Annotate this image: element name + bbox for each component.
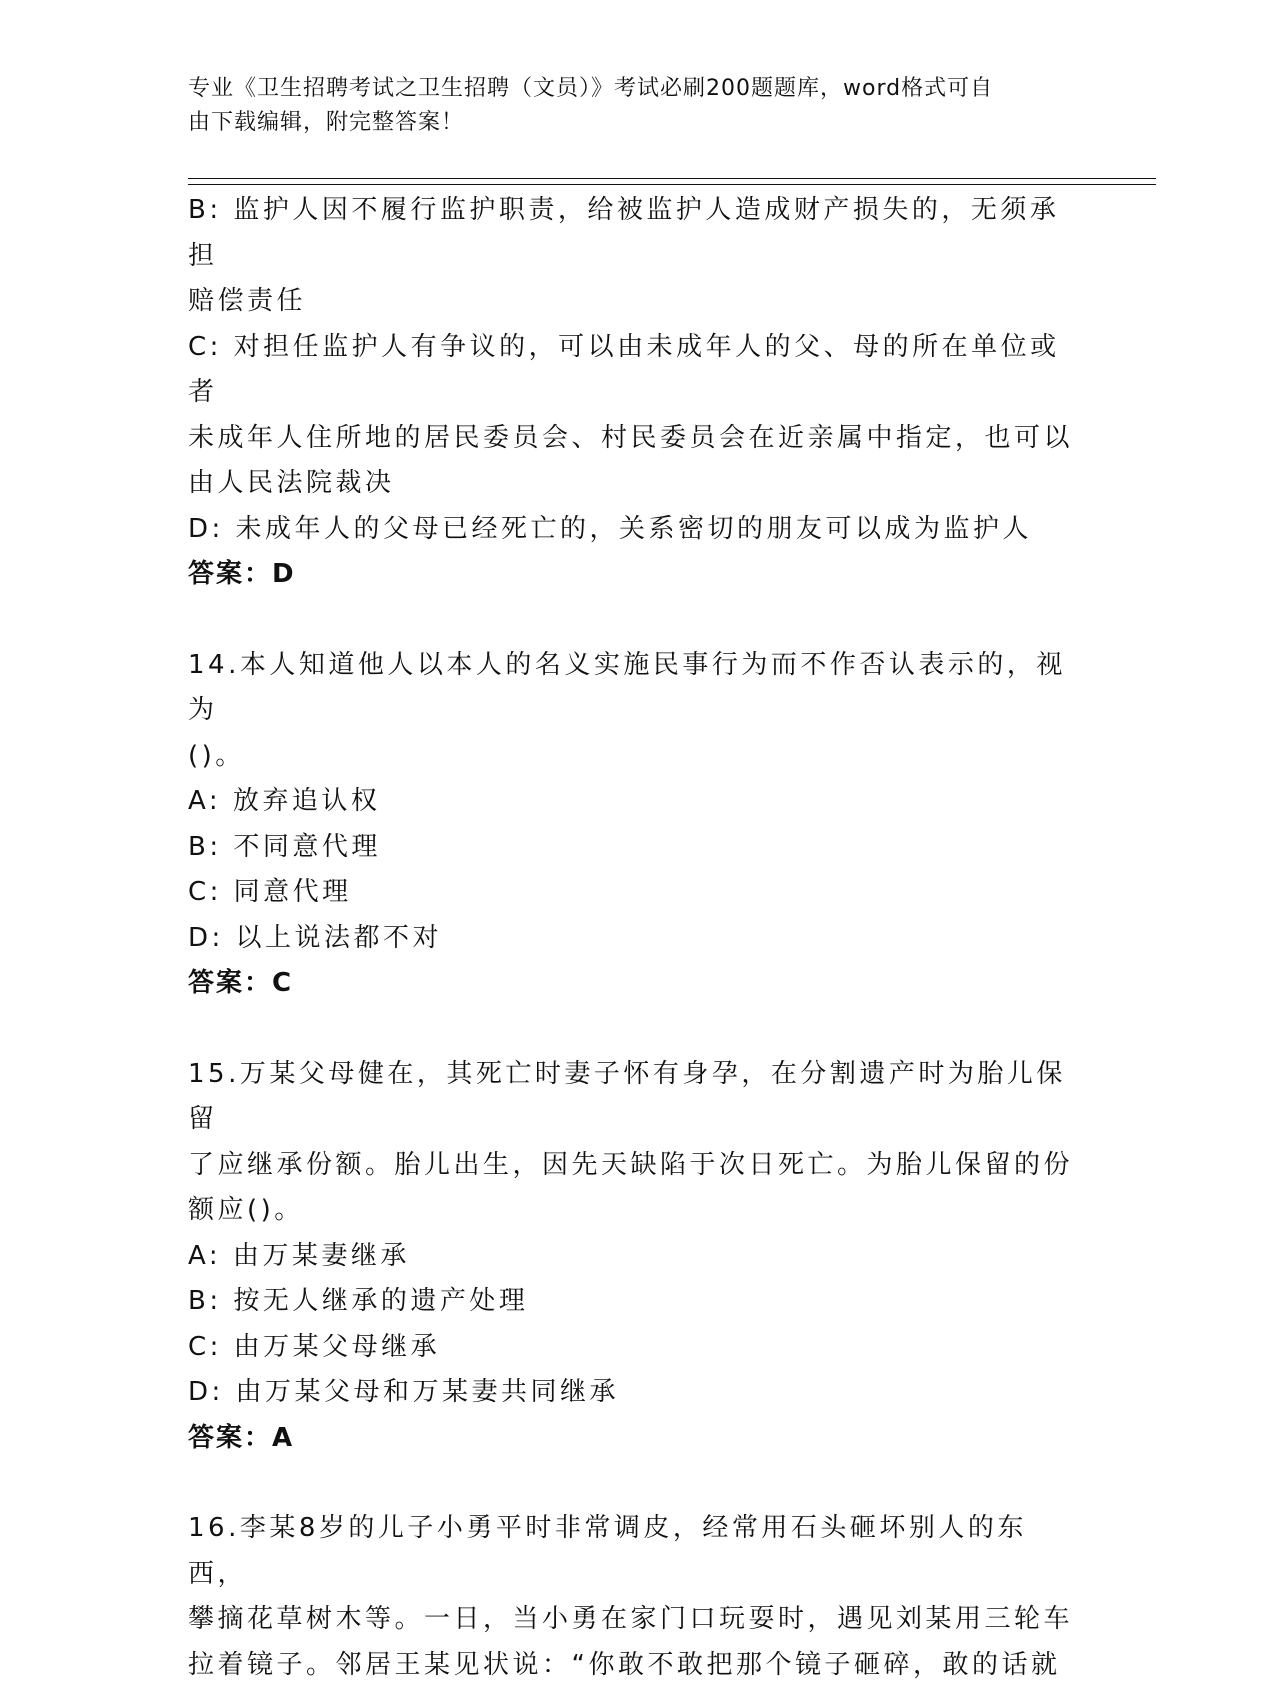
header-divider-top bbox=[188, 178, 1156, 179]
question-stem-line-1: 15.万某父母健在，其死亡时妻子怀有身孕，在分割遗产时为胎儿保留 bbox=[188, 1052, 1078, 1143]
spacer bbox=[188, 1007, 1078, 1052]
option-c-line-3: 由人民法院裁决 bbox=[188, 461, 1078, 507]
option-a: A: 由万某妻继承 bbox=[188, 1234, 1078, 1280]
option-b-line-1: B: 监护人因不履行监护职责，给被监护人造成财产损失的，无须承担 bbox=[188, 188, 1078, 279]
question-16 bbox=[188, 1506, 1078, 1688]
answer: 答案：C bbox=[188, 961, 1078, 1007]
question-stem-line-2: 了应继承份额。胎儿出生，因先天缺陷于次日死亡。为胎儿保留的份 bbox=[188, 1143, 1078, 1189]
option-d: D: 由万某父母和万某妻共同继承 bbox=[188, 1370, 1078, 1416]
spacer bbox=[188, 598, 1078, 643]
spacer bbox=[188, 1461, 1078, 1506]
option-b-line-2: 赔偿责任 bbox=[188, 279, 1078, 325]
question-stem-line-1: 16.李某8岁的儿子小勇平时非常调皮，经常用石头砸坏别人的东西， bbox=[188, 1506, 1078, 1597]
question-stem-line-1: 14.本人知道他人以本人的名义实施民事行为而不作否认表示的，视为 bbox=[188, 643, 1078, 734]
question-stem-line-2: 攀摘花草树木等。一日，当小勇在家门口玩耍时，遇见刘某用三轮车 bbox=[188, 1597, 1078, 1643]
question-13 bbox=[188, 188, 1078, 598]
option-b: B: 不同意代理 bbox=[188, 825, 1078, 871]
option-a: A: 放弃追认权 bbox=[188, 779, 1078, 825]
answer: 答案：A bbox=[188, 1416, 1078, 1462]
question-stem-line-2: ()。 bbox=[188, 734, 1078, 780]
question-14 bbox=[188, 643, 1078, 1007]
header-divider-bottom bbox=[188, 184, 1156, 185]
option-c-line-1: C: 对担任监护人有争议的，可以由未成年人的父、母的所在单位或者 bbox=[188, 325, 1078, 416]
document-header bbox=[188, 72, 1068, 140]
document-body bbox=[188, 188, 1078, 1688]
question-15 bbox=[188, 1052, 1078, 1462]
question-stem-line-3: 拉着镜子。邻居王某见状说：“你敢不敢把那个镜子砸碎，敢的话就 bbox=[188, 1643, 1078, 1688]
header-line-2: 由下载编辑，附完整答案！ bbox=[188, 106, 1068, 140]
option-c: C: 同意代理 bbox=[188, 870, 1078, 916]
option-b: B: 按无人继承的遗产处理 bbox=[188, 1279, 1078, 1325]
option-c: C: 由万某父母继承 bbox=[188, 1325, 1078, 1371]
option-d: D: 未成年人的父母已经死亡的，关系密切的朋友可以成为监护人 bbox=[188, 507, 1078, 553]
header-line-1: 专业《卫生招聘考试之卫生招聘（文员）》考试必刷200题题库，word格式可自 bbox=[188, 72, 1068, 106]
option-d: D: 以上说法都不对 bbox=[188, 916, 1078, 962]
answer: 答案：D bbox=[188, 552, 1078, 598]
option-c-line-2: 未成年人住所地的居民委员会、村民委员会在近亲属中指定，也可以 bbox=[188, 416, 1078, 462]
question-stem-line-3: 额应()。 bbox=[188, 1188, 1078, 1234]
